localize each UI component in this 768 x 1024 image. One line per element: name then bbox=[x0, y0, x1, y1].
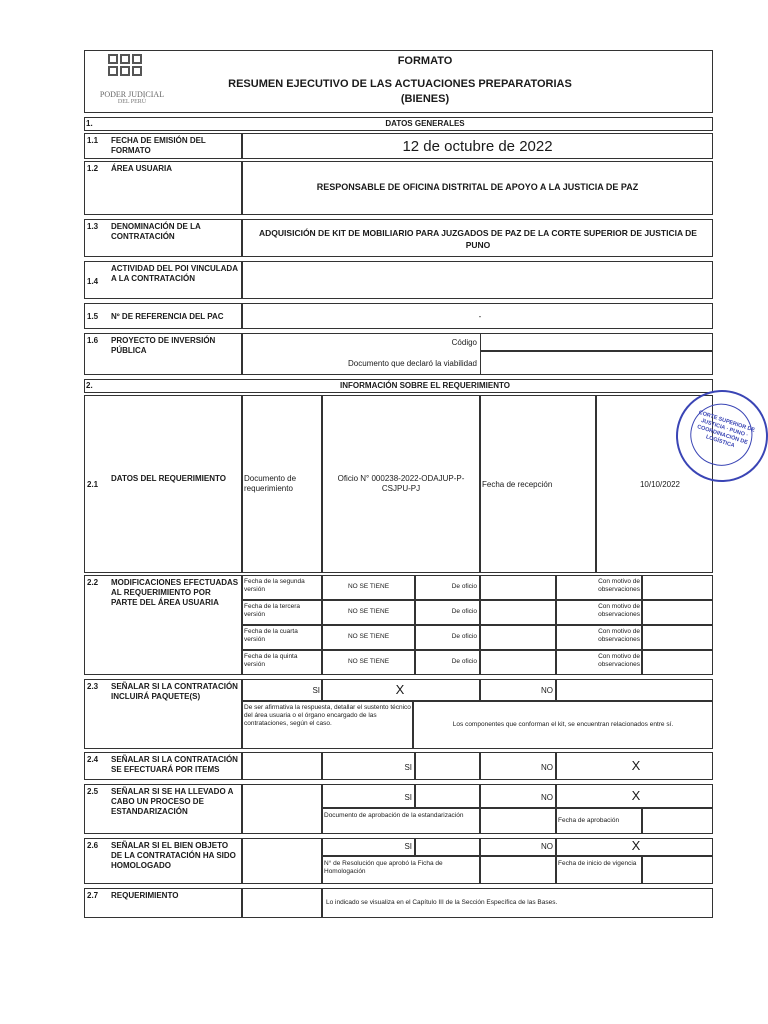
estandarizacion-si-label: SI bbox=[404, 793, 412, 802]
row-2-5-blank1 bbox=[242, 784, 322, 834]
row-2-3-label: SEÑALAR SI LA CONTRATACIÓN INCLUIRÁ PAQUETE(S) bbox=[111, 682, 238, 701]
mod-version-label: Fecha de la cuarta versión bbox=[244, 628, 298, 643]
row-2-1-label-cell bbox=[84, 395, 242, 573]
viabilidad-label: Documento que declaró la viabilidad bbox=[348, 359, 477, 368]
logo bbox=[92, 54, 172, 105]
row-1-2-num: 1.2 bbox=[87, 164, 99, 173]
mod-row-blank1-cell bbox=[480, 600, 556, 625]
estandarizacion-no-label: NO bbox=[541, 793, 553, 802]
estandarizacion-doc-label: Documento de aprobación de la estandarización bbox=[324, 812, 464, 819]
items-no-label: NO bbox=[541, 763, 553, 772]
estandarizacion-no-mark: X bbox=[631, 788, 641, 803]
mod-row-blank2-cell bbox=[642, 650, 713, 675]
mod-motivo-label: Con motivo de observaciones bbox=[598, 628, 640, 643]
mod-version-value: NO SE TIENE bbox=[347, 608, 390, 615]
row-2-2-label: MODIFICACIONES EFECTUADAS AL REQUERIMIENTO POR PARTE DEL ÁREA USUARIA bbox=[111, 578, 239, 607]
row-2-4-blank1 bbox=[242, 752, 322, 780]
row-2-3-num: 2.3 bbox=[87, 682, 99, 691]
stamp-text: CORTE SUPERIOR DE JUSTICIA · PUNO · COORDINACIÓN DE LOGÍSTICA bbox=[696, 409, 756, 450]
mod-oficio-label: De oficio bbox=[451, 608, 477, 615]
row-1-4-num: 1.4 bbox=[87, 277, 99, 286]
homologado-no-mark: X bbox=[631, 838, 641, 853]
mod-version-value: NO SE TIENE bbox=[347, 658, 390, 665]
viabilidad-cell bbox=[480, 351, 713, 375]
row-2-6-num: 2.6 bbox=[87, 841, 99, 850]
emission-date-value: 12 de octubre de 2022 bbox=[402, 138, 553, 155]
row-2-6-blank2 bbox=[415, 838, 480, 856]
row-2-5-doc-value bbox=[480, 808, 556, 834]
mod-motivo-label: Con motivo de observaciones bbox=[598, 653, 640, 668]
header-title2: (BIENES) bbox=[400, 93, 450, 105]
mod-motivo-label: Con motivo de observaciones bbox=[598, 578, 640, 593]
row-2-6-res-value bbox=[480, 856, 556, 884]
paquete-detail-value: Los componentes que conforman el kit, se encuentran relacionados entre sí. bbox=[452, 721, 674, 728]
fecha-recepcion-label: Fecha de recepción bbox=[482, 480, 553, 489]
row-2-4-blank2 bbox=[415, 752, 480, 780]
requerimiento-value: Lo indicado se visualiza en el Capítulo III de la Sección Específica de las Bases. bbox=[326, 899, 558, 906]
row-2-6-label: SEÑALAR SI EL BIEN OBJETO DE LA CONTRATACIÓN HA SIDO HOMOLOGADO bbox=[111, 841, 236, 870]
header-title1: RESUMEN EJECUTIVO DE LAS ACTUACIONES PREPARATORIAS bbox=[228, 78, 572, 90]
mod-row-blank1-cell bbox=[480, 650, 556, 675]
row-2-1-label: DATOS DEL REQUERIMIENTO bbox=[111, 474, 226, 483]
row-1-1-num: 1.1 bbox=[87, 136, 99, 145]
items-si-label: SI bbox=[404, 763, 412, 772]
denominacion-value: ADQUISICIÓN DE KIT DE MOBILIARIO PARA JUZGADOS DE PAZ DE LA CORTE SUPERIOR DE JUSTICIA DE PUNO bbox=[259, 228, 697, 250]
paquete-si-label: SI bbox=[312, 686, 320, 695]
mod-version-value: NO SE TIENE bbox=[347, 583, 390, 590]
row-1-5-num: 1.5 bbox=[87, 312, 99, 321]
mod-row-blank1-cell bbox=[480, 575, 556, 600]
pac-ref-value: - bbox=[478, 312, 482, 321]
row-2-1-num: 2.1 bbox=[87, 480, 99, 489]
row-1-2-label: ÁREA USUARIA bbox=[111, 164, 173, 173]
mod-version-value: NO SE TIENE bbox=[347, 633, 390, 640]
row-2-5-label: SEÑALAR SI SE HA LLEVADO A CABO UN PROCESO DE ESTANDARIZACIÓN bbox=[111, 787, 234, 816]
section2-num: 2. bbox=[86, 381, 93, 390]
items-no-mark: X bbox=[631, 758, 641, 773]
row-1-5-label: Nº DE REFERENCIA DEL PAC bbox=[111, 312, 224, 321]
homologado-no-label: NO bbox=[541, 842, 553, 851]
row-1-6-label: PROYECTO DE INVERSIÓN PÚBLICA bbox=[111, 336, 216, 355]
row-2-7-label: REQUERIMIENTO bbox=[111, 891, 179, 900]
row-2-5-num: 2.5 bbox=[87, 787, 99, 796]
mod-row-blank2-cell bbox=[642, 575, 713, 600]
row-2-2-num: 2.2 bbox=[87, 578, 99, 587]
section2-title: INFORMACIÓN SOBRE EL REQUERIMIENTO bbox=[340, 381, 510, 390]
row-2-4-num: 2.4 bbox=[87, 755, 99, 764]
homologacion-fecha-label: Fecha de inicio de vigencia bbox=[558, 860, 637, 867]
mod-row-blank1-cell bbox=[480, 625, 556, 650]
mod-version-label: Fecha de la quinta versión bbox=[244, 653, 298, 668]
codigo-label: Código bbox=[451, 338, 477, 347]
row-1-4-right bbox=[242, 261, 713, 299]
row-2-4-label: SEÑALAR SI LA CONTRATACIÓN SE EFECTUARÁ POR ITEMS bbox=[111, 755, 238, 774]
section1-num: 1. bbox=[86, 119, 93, 128]
mod-oficio-label: De oficio bbox=[451, 658, 477, 665]
logo-line2: DEL PERÚ bbox=[117, 99, 147, 105]
estandarizacion-fecha-label: Fecha de aprobación bbox=[558, 817, 620, 824]
row-2-7-blank bbox=[242, 888, 322, 918]
homologacion-res-label: N° de Resolución que aprobó la Ficha de Homologación bbox=[324, 860, 443, 875]
codigo-cell bbox=[480, 333, 713, 351]
row-2-6-fecha-value bbox=[642, 856, 713, 884]
row-1-1-label: FECHA DE EMISIÓN DEL FORMATO bbox=[111, 136, 206, 155]
row-2-5-fecha-value bbox=[642, 808, 713, 834]
row-2-7-num: 2.7 bbox=[87, 891, 99, 900]
mod-row-blank2-cell bbox=[642, 625, 713, 650]
mod-row-blank2-cell bbox=[642, 600, 713, 625]
mod-version-label: Fecha de la segunda versión bbox=[244, 578, 305, 593]
row-2-5-blank2 bbox=[415, 784, 480, 808]
row-1-3-label: DENOMINACIÓN DE LA CONTRATACIÓN bbox=[111, 222, 201, 241]
mod-version-label: Fecha de la tercera versión bbox=[244, 603, 301, 618]
doc-requerimiento-label: Documento de requerimiento bbox=[244, 474, 297, 493]
paquete-detail-label: De ser afirmativa la respuesta, detallar el sustento técnico del área usuaria o el órgano encargado de las contrataciones, según el caso. bbox=[244, 704, 411, 727]
row-2-6-blank1 bbox=[242, 838, 322, 884]
header-formato: FORMATO bbox=[397, 55, 453, 67]
row-1-4-label: ACTIVIDAD DEL POI VINCULADA A LA CONTRATACIÓN bbox=[111, 264, 238, 283]
mod-oficio-label: De oficio bbox=[451, 633, 477, 640]
row-2-3-blank-cell bbox=[556, 679, 713, 701]
area-usuaria-value: RESPONSABLE DE OFICINA DISTRITAL DE APOYO A LA JUSTICIA DE PAZ bbox=[316, 182, 639, 192]
paquete-no-label: NO bbox=[541, 686, 553, 695]
mod-motivo-label: Con motivo de observaciones bbox=[598, 603, 640, 618]
doc-requerimiento-value: Oficio N° 000238-2022-ODAJUP-P-CSJPU-PJ bbox=[337, 474, 465, 493]
row-1-6-num: 1.6 bbox=[87, 336, 99, 345]
logo-line1: PODER JUDICIAL bbox=[99, 90, 165, 99]
mod-oficio-label: De oficio bbox=[451, 583, 477, 590]
fecha-recepcion-value: 10/10/2022 bbox=[639, 480, 681, 489]
row-1-3-num: 1.3 bbox=[87, 222, 99, 231]
paquete-si-mark: X bbox=[395, 682, 405, 697]
section1-title: DATOS GENERALES bbox=[385, 119, 465, 128]
homologado-si-label: SI bbox=[404, 842, 412, 851]
